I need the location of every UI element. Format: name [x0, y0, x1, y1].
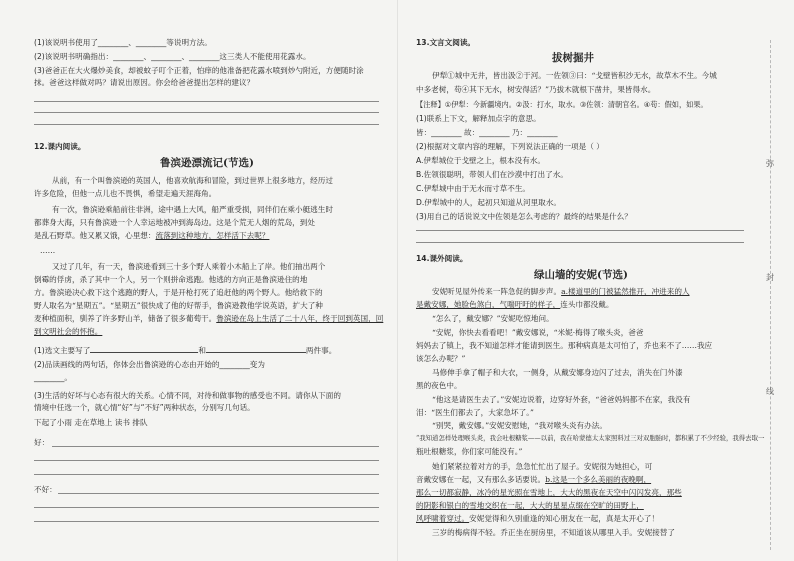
- passage-14-line: [432, 286, 690, 297]
- question-13-3: (3)用自己的话说说文中佐领是怎么考虑的？最终的结果是什么？: [416, 212, 632, 221]
- underlined-sentence: 那么一切都寂静，冰冷的星光照在雪地上，大大的黑夜在天空中闪闪发亮，那些: [416, 488, 682, 497]
- passage-14-line: 黑的夜色中。: [416, 381, 462, 390]
- ellipsis: ……: [40, 246, 56, 255]
- passage-12-line: 从前，有一个叫鲁滨逊的英国人，他喜欢航海和冒险，到过世界上很多地方，经历过: [52, 176, 333, 185]
- option-a: A.伊犁城位于戈壁之上，根本没有水。: [416, 156, 545, 165]
- answer-line[interactable]: [34, 112, 379, 113]
- passage-12-line: 许多危险，但他一点儿也不畏惧，希望走遍天涯海角。: [34, 189, 217, 198]
- question-13-1: (1)联系上下文，解释加点字的意思。: [416, 114, 541, 123]
- right-page: [397, 0, 794, 561]
- margin-seal-char: 弥: [766, 159, 774, 168]
- margin-seal-char: 封: [766, 273, 774, 282]
- answer-line[interactable]: [416, 230, 744, 231]
- question-11-3-line1: (3)爸爸正在大火爆炒美食，却被蚊子叮个正着，怕痒的他准备把花露水喷到炒勺附近，方便随时涂: [34, 66, 364, 75]
- passage-text: 连头巾都没戴。: [560, 300, 614, 309]
- passage-14-line: 三岁的梅病得不轻。乔正坐在厨房里，不知道该从哪里入手。安妮接替了: [432, 528, 675, 537]
- passage-14-line: 妈妈去了镇上，我不知道怎样才能请到医生。那种病真是太可怕了，乔也来不了……我应: [416, 341, 713, 350]
- passage-14-line: [416, 299, 613, 310]
- q-text: 和: [198, 346, 206, 355]
- passage-14-line: [416, 500, 644, 511]
- passage-13-line: 中多老树，苟④其下无水，树安得活？”乃拔木就根下凿井，果皆得水。: [416, 85, 656, 94]
- question-13-1-blanks: 皆：________ 故：________ 乃：________: [416, 128, 558, 137]
- passage-13-line: 伊犁①城中无井，皆出汲②于河。一佐领③曰：“戈壁皆积沙无水，故草木不生。今城: [432, 71, 717, 80]
- passage-14-line: 瓶吐根糖浆，你们家可能没有。”: [416, 447, 523, 456]
- question-13-2: (2)根据对文章内容的理解，下列说法正确的一项是（ ）: [416, 142, 604, 151]
- answer-line[interactable]: [34, 521, 379, 522]
- passage-12-line: [34, 326, 102, 337]
- answer-line[interactable]: [34, 124, 379, 125]
- passage-text: 音戴安娜在一起，又有那么多话要说。: [416, 475, 546, 484]
- question-11-2: (2)该说明书明确指出：________、________、________这三类人不能使用花露水。: [34, 52, 311, 61]
- q-text: 两件事。: [305, 346, 337, 355]
- question-12-1: [34, 344, 336, 356]
- scenario-options: 下起了小雨 走在草地上 读书 排队: [34, 418, 148, 427]
- passage-text: 安妮觉得和久别重逢的知心朋友在一起，真是太开心了！: [469, 514, 659, 523]
- underlined-sentence: 的阴影和银白的雪地交织在一起，大大的星星点缀在空旷的田野上，: [416, 501, 644, 510]
- passage-text: 安妮听见屋外传来一阵急促的脚步声。: [432, 287, 562, 296]
- section-13-heading: 13.文言文阅读。: [416, 38, 476, 47]
- passage-14-line: 该怎么办呢？”: [416, 354, 466, 363]
- annotation-note: 【注释】①伊犁：今新疆境内。②汲：打水，取水。③佐领：清朝官名。④苟：假如，如果。: [416, 100, 708, 109]
- question-12-3-line1: (3)生活的好坏与心态有很大的关系。心情不同，对待和做事物的感受也不同。请你从下面的: [34, 391, 341, 400]
- label-good: 好：: [34, 438, 50, 447]
- margin-seal-char: 线: [766, 387, 774, 396]
- question-11-3-line2: 抹。爸爸这样做对吗？请说出原因。你会给爸爸提出怎样的建议？: [34, 78, 255, 87]
- passage-text: 麦种植面积，驯养了许多野山羊，储备了很多葡萄干。: [34, 314, 217, 323]
- section-14-heading: 14.课外阅读。: [416, 254, 468, 263]
- passage-14-line: “他这是请医生去了。”安妮边说着，边穿好外套，“爸爸妈妈都不在家，我没有: [432, 395, 691, 404]
- passage-14-line: [416, 474, 651, 485]
- underlined-sentence: b.这是一个多么美丽的夜晚啊，: [545, 475, 652, 484]
- binding-line: [770, 40, 771, 550]
- passage-14-line: “我知道怎样处理喉头炎，我会吐根糖浆——以前，我在哈蒙德太太家照料过三对双胞胎时，都积累了不少经验，我得去取一: [416, 434, 765, 442]
- passage-12-line: 方。鲁滨逊决心救下这个逃跑的野人，于是开枪打死了追赶他的两个野人。他给救下的: [34, 288, 323, 297]
- passage-12-line: [34, 230, 269, 241]
- answer-line[interactable]: [34, 460, 379, 461]
- passage-14-line: 马修伸手拿了帽子和大衣，一侧身，从戴安娜身边闪了过去，消失在门外漆: [432, 368, 683, 377]
- underlined-sentence: 是戴安娜，她脸色煞白，气喘吁吁的样子，: [416, 300, 561, 309]
- question-12-2-line1: (2)品读画线的两句话，你体会出鲁滨逊的心态由开始的________变为: [34, 360, 265, 369]
- answer-line[interactable]: [416, 242, 744, 243]
- passage-12-line: 有一次，鲁滨逊乘船前往非洲，途中遇上大风，船严重受损，同伴们在乘小艇逃生时: [52, 205, 333, 214]
- question-12-3-line2: 情境中任选一个，就心情“好”与“不好”两种状态，分别写几句话。: [34, 403, 255, 412]
- option-b: B.佐领很聪明，带领人们在沙漠中打出了水。: [416, 170, 568, 179]
- passage-13-title: 拔树掘井: [552, 52, 594, 64]
- passage-14-line: “安妮，你快去看看吧！”戴安娜说，“米妮·梅得了喉头炎，爸爸: [432, 328, 644, 337]
- q-text: (1)选文主要写了: [34, 346, 91, 355]
- passage-12-line: [34, 313, 383, 324]
- option-c: C.伊犁城中由于无水而寸草不生。: [416, 184, 531, 193]
- option-d: D.伊犁城中的人，起初只知道从河里取水。: [416, 198, 561, 207]
- passage-12-line: 倒霉的俘虏，杀了其中一个人，另一个则拼命逃跑。他逃的方向正是鲁滨逊住的地: [34, 275, 308, 284]
- underlined-sentence: 鲁滨逊在岛上生活了二十八年，终于回到英国，回: [216, 314, 384, 323]
- passage-12-line: 野人取名为“星期五”。“星期五”很快成了他的好帮手，鲁滨逊教他学说英语，扩大了种: [34, 301, 323, 310]
- section-12-heading: 12.课内阅读。: [34, 142, 86, 151]
- question-11-1: (1)该说明书使用了________、________等说明方法。: [34, 38, 212, 47]
- answer-line[interactable]: [52, 446, 379, 447]
- answer-line[interactable]: [34, 507, 379, 508]
- passage-14-title: 绿山墙的安妮(节选): [534, 269, 628, 281]
- answer-line[interactable]: [58, 493, 379, 494]
- passage-14-line: “怎么了，戴安娜？”安妮吃惊地问。: [432, 314, 554, 323]
- passage-14-line: [416, 487, 682, 498]
- answer-blank[interactable]: [90, 344, 198, 353]
- underlined-sentence: 风呼啸着穿过。: [416, 514, 470, 523]
- passage-14-line: “别哭，戴安娜。”安妮安慰她，“我对喉头炎有办法。: [432, 421, 607, 430]
- answer-line[interactable]: [34, 101, 379, 102]
- underlined-sentence: 流落到这种地方，怎样活下去呢？: [155, 231, 270, 240]
- answer-line[interactable]: [34, 474, 379, 475]
- passage-12-title: 鲁滨逊漂流记(节选): [160, 157, 254, 169]
- passage-text: 是乱石野草。他又累又饿，心里想：: [34, 231, 156, 240]
- question-12-2-line2: ________。: [34, 373, 72, 382]
- answer-blank[interactable]: [206, 344, 306, 353]
- passage-14-line: 泪：“医生们都去了，大家急坏了。”: [416, 408, 534, 417]
- passage-12-line: 都葬身大海，只有鲁滨逊一个人幸运地被冲到海岛边。这是个荒无人烟的荒岛，到处: [34, 218, 315, 227]
- passage-14-line: [416, 513, 659, 524]
- label-bad: 不好：: [34, 485, 57, 494]
- passage-14-line: 她们紧紧拉着对方的手，急急忙忙出了屋子。安妮很为她担心，可: [432, 462, 653, 471]
- underlined-sentence: 到文明社会的怀抱。: [34, 327, 103, 336]
- underlined-sentence: a.楼道里的门被猛然推开，冲进来的人: [561, 287, 690, 296]
- passage-12-line: 又过了几年，有一天，鲁滨逊看到三十多个野人乘着小木船上了岸。他们抽出两个: [52, 262, 326, 271]
